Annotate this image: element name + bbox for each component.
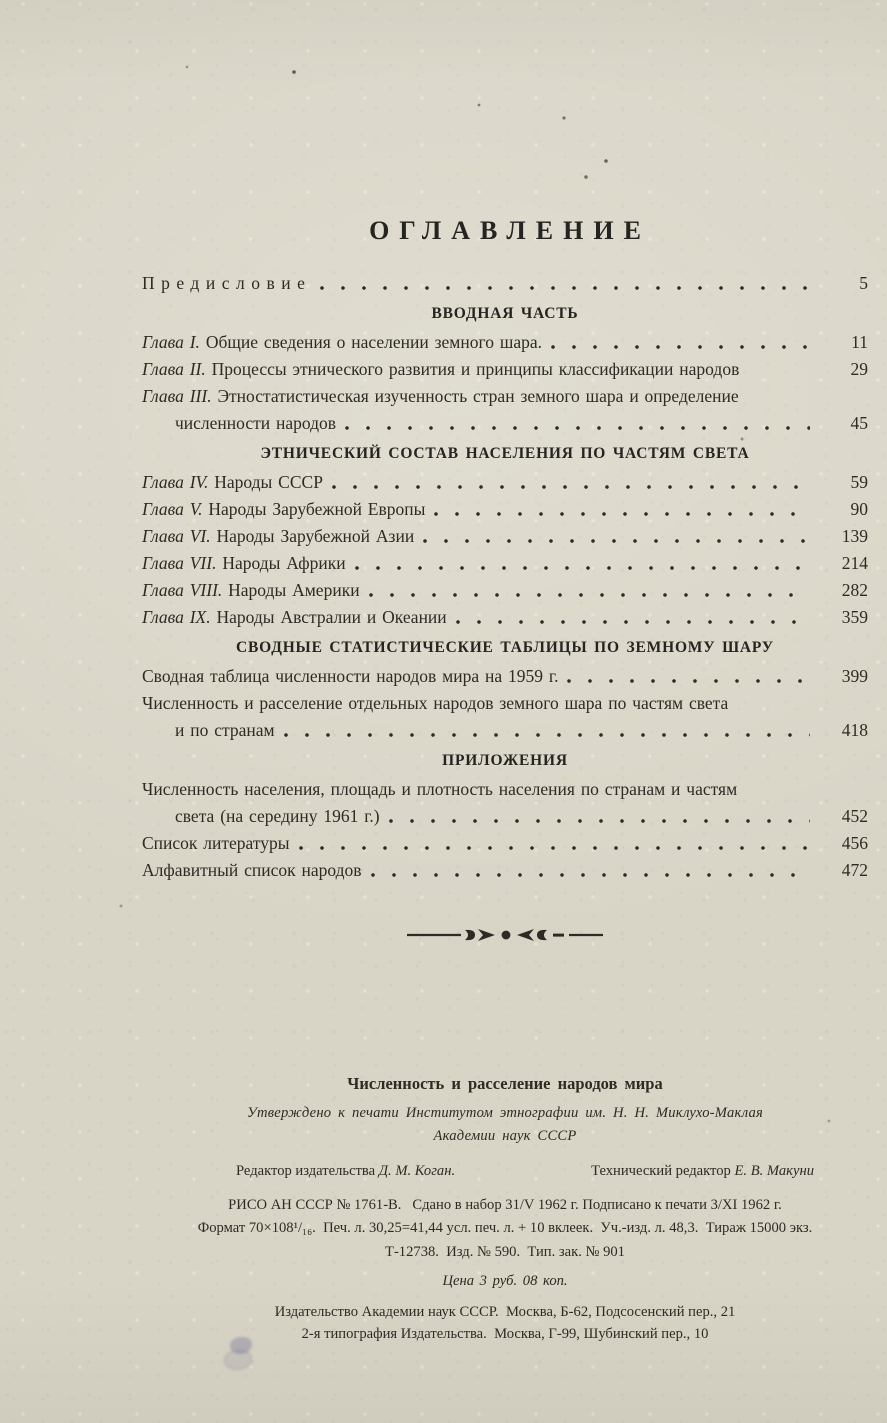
page-number: 456 <box>841 833 868 853</box>
dot-leader <box>739 356 816 383</box>
colophon-editors-row <box>236 1158 814 1185</box>
dot-leader <box>447 604 816 631</box>
imprint-line-1: РИСО АН СССР № 1761-В. Сдано в набор 31/V 1962 г. Подписано к печати 3/XI 1962 г. <box>228 1196 782 1213</box>
page-number: 11 <box>851 332 868 352</box>
page-number: 418 <box>841 720 868 740</box>
dot-leader <box>323 469 816 496</box>
toc-section-heading: ПРИЛОЖЕНИЯ <box>442 752 568 769</box>
colophon <box>142 1072 868 1345</box>
toc-title: ОГЛАВЛЕНИЕ <box>369 216 651 245</box>
toc-entry <box>142 270 868 297</box>
imprint-line-2: Формат 70×108¹/₁₆. Печ. л. 30,25=41,44 усл. печ. л. + 10 вклеек. Уч.-изд. л. 48,3. Тираж 15000 экз. <box>197 1220 813 1236</box>
dot-leader <box>362 857 816 884</box>
page-number: 59 <box>850 472 868 492</box>
chapter-prefix: Глава III. <box>142 386 218 406</box>
toc-entry <box>142 663 868 690</box>
toc-entry-text: Глава VIII. Народы Америки <box>142 580 360 600</box>
publisher-line-2: 2-я типография Издательства. Москва, Г-99, Шубинский пер., 10 <box>301 1325 709 1342</box>
dot-leader <box>739 383 868 410</box>
colophon-approval-line1: Утверждено к печати Институтом этнографии им. Н. Н. Миклухо-Маклая <box>247 1104 763 1121</box>
toc-entry <box>142 356 868 383</box>
toc-entry-text: Предисловие <box>142 273 312 293</box>
dot-leader <box>346 550 816 577</box>
dot-leader <box>728 690 868 717</box>
divider-ornament-icon <box>405 927 605 943</box>
chapter-prefix: Глава VI. <box>142 526 217 546</box>
page-number: 45 <box>850 413 868 433</box>
toc-entry-text: и по странам <box>175 720 275 740</box>
text-block <box>142 0 868 1345</box>
publisher-editor-name: Д. М. Коган. <box>378 1162 456 1179</box>
colophon-book-title: Численность и расселение народов мира <box>347 1074 663 1093</box>
table-of-contents <box>142 270 868 884</box>
dot-leader <box>275 717 816 744</box>
toc-entry-continuation <box>142 803 868 830</box>
toc-entry <box>142 550 868 577</box>
toc-entry-text: Глава I. Общие сведения о населении земного шара. <box>142 332 542 352</box>
dot-leader <box>336 410 816 437</box>
chapter-prefix: Глава VII. <box>142 553 223 573</box>
toc-entry-text: Численность населения, площадь и плотность населения по странам и частям <box>142 779 738 799</box>
toc-entry <box>142 577 868 604</box>
toc-entry-text: Глава IV. Народы СССР <box>142 472 323 492</box>
price-line: Цена 3 руб. 08 коп. <box>442 1273 568 1289</box>
dot-leader <box>414 523 816 550</box>
page-number: 399 <box>841 666 868 686</box>
page-number: 214 <box>841 553 868 573</box>
page-number: 5 <box>859 273 868 293</box>
dot-leader <box>360 577 816 604</box>
page-number: 282 <box>841 580 868 600</box>
toc-entry-text: Алфавитный список народов <box>142 860 362 880</box>
imprint-block <box>142 1194 868 1265</box>
toc-entry-continuation <box>142 717 868 744</box>
toc-entry-text: Список литературы <box>142 833 290 853</box>
toc-entry-continuation <box>142 410 868 437</box>
toc-entry-text: численности народов <box>175 413 337 433</box>
toc-section-heading: ЭТНИЧЕСКИЙ СОСТАВ НАСЕЛЕНИЯ ПО ЧАСТЯМ СВЕТА <box>260 445 750 462</box>
toc-section-heading: СВОДНЫЕ СТАТИСТИЧЕСКИЕ ТАБЛИЦЫ ПО ЗЕМНОМУ ШАРУ <box>236 639 774 656</box>
toc-entry <box>142 329 868 356</box>
dot-leader <box>737 776 868 803</box>
toc-entry-text: Глава VII. Народы Африки <box>142 553 346 573</box>
page-number: 29 <box>850 359 868 379</box>
toc-entry <box>142 830 868 857</box>
colophon-approval-line2: Академии наук СССР <box>433 1128 577 1144</box>
toc-entry-text: света (на середину 1961 г.) <box>175 806 380 826</box>
page-number: 139 <box>841 526 868 546</box>
technical-editor <box>591 1158 814 1185</box>
toc-entry <box>142 496 868 523</box>
toc-entry <box>142 857 868 884</box>
toc-section-heading: ВВОДНАЯ ЧАСТЬ <box>431 305 579 322</box>
publisher-line-1: Издательство Академии наук СССР. Москва, Б-62, Подсосенский пер., 21 <box>274 1303 736 1320</box>
chapter-prefix: Глава IX. <box>142 607 217 627</box>
toc-entry <box>142 383 868 410</box>
toc-entry-text: Численность и расселение отдельных народов земного шара по частям света <box>142 693 729 713</box>
toc-entry-text: Глава III. Этностатистическая изученность стран земного шара и определение <box>142 386 739 406</box>
page-number: 452 <box>841 806 868 826</box>
toc-entry-text: Глава V. Народы Зарубежной Европы <box>142 499 426 519</box>
dot-leader <box>425 496 816 523</box>
chapter-prefix: Глава VIII. <box>142 580 229 600</box>
publisher-editor-label: Редактор издательства <box>236 1162 379 1179</box>
technical-editor-name: Е. В. Макуни <box>734 1162 814 1179</box>
chapter-prefix: Глава V. <box>142 499 209 519</box>
dot-leader <box>290 830 816 857</box>
toc-entry <box>142 469 868 496</box>
dot-leader <box>311 270 816 297</box>
page-number: 472 <box>841 860 868 880</box>
chapter-prefix: Глава IV. <box>142 472 215 492</box>
toc-entry <box>142 604 868 631</box>
paper-specks <box>0 0 2 2</box>
toc-entry <box>142 523 868 550</box>
dot-leader <box>558 663 816 690</box>
toc-entry-text: Глава IX. Народы Австралии и Океании <box>142 607 447 627</box>
dot-leader <box>542 329 816 356</box>
divider-ornament <box>142 926 868 944</box>
chapter-prefix: Глава I. <box>142 332 206 352</box>
toc-entry-text: Глава II. Процессы этнического развития и принципы классификации народов <box>142 359 740 379</box>
technical-editor-label: Технический редактор <box>591 1162 735 1179</box>
publisher-editor <box>236 1158 455 1185</box>
toc-entry <box>142 690 868 717</box>
toc-entry <box>142 776 868 803</box>
page-number: 359 <box>841 607 868 627</box>
chapter-prefix: Глава II. <box>142 359 212 379</box>
dot-leader <box>380 803 816 830</box>
publisher-block <box>142 1301 868 1345</box>
toc-entry-text: Глава VI. Народы Зарубежной Азии <box>142 526 415 546</box>
toc-entry-text: Сводная таблица численности народов мира на 1959 г. <box>142 666 559 686</box>
imprint-line-3: Т-12738. Изд. № 590. Тип. зак. № 901 <box>385 1243 625 1260</box>
page-number: 90 <box>850 499 868 519</box>
